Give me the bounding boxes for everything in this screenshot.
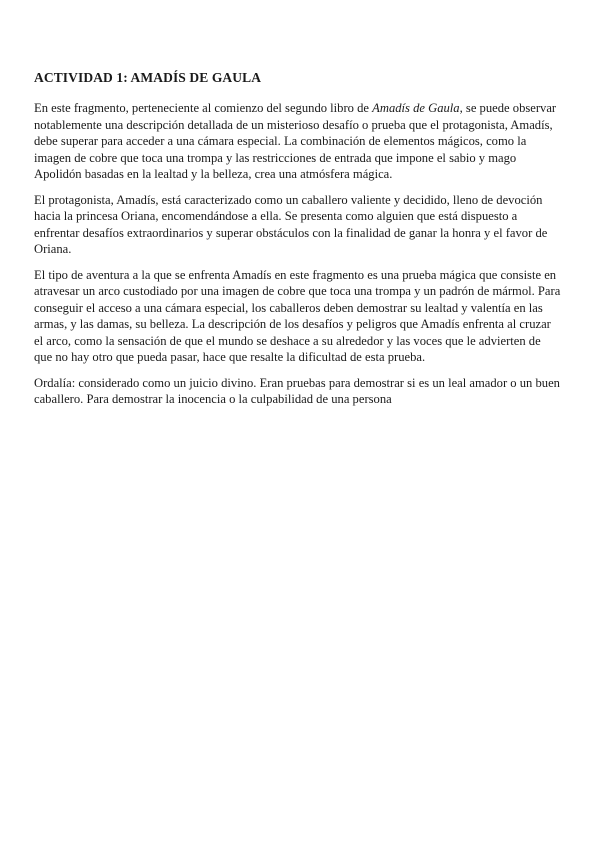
book-title-italic: Amadís de Gaula, xyxy=(372,101,463,115)
paragraph-intro-text-end: se puede observar notablemente una descripción detallada de un misterioso desafío o prueba que el protagonista, Amadís, debe superar para acceder a una cámara especial. La combinación de elementos mágicos, como la imagen de cobre que toca una trompa y las restricciones de entrada que impone el sabio y mago Apolidón basadas en la lealtad y la belleza, crea una atmósfera mágica. xyxy=(34,101,557,181)
document-page xyxy=(34,70,562,417)
paragraph-protagonist: El protagonista, Amadís, está caracterizado como un caballero valiente y decidido, lleno de devoción hacia la princesa Oriana, encomendándose a ella. Se presenta como alguien que está dispuesto a enfrentar desafíos extraordinarios y superar obstáculos con la finalidad de ganar la honra y el favor de Oriana. xyxy=(34,192,548,256)
paragraph-intro xyxy=(34,100,562,183)
paragraph-ordalia: Ordalía: considerado como un juicio divino. Eran pruebas para demostrar si es un leal amador o un buen caballero. Para demostrar la inocencia o la culpabilidad de una persona xyxy=(34,375,560,406)
paragraph-intro-text-start: En este fragmento, perteneciente al comienzo del segundo libro de xyxy=(34,101,373,115)
paragraph-adventure: El tipo de aventura a la que se enfrenta Amadís en este fragmento es una prueba mágica que consiste en atravesar un arco custodiado por una imagen de cobre que toca una trompa y un padrón de mármol. Para conseguir el acceso a una cámara especial, los caballeros deben demostrar su lealtad y valentía en las armas, y las damas, su belleza. La descripción de los desafíos y peligros que Amadís enfrenta al cruzar el arco, como la sensación de que el mundo se deshace a su alrededor y las voces que le advierten de que no hay otro que pueda pasar, hace que resalte la dificultad de esta prueba. xyxy=(34,267,561,364)
document-title: ACTIVIDAD 1: AMADÍS DE GAULA xyxy=(34,70,262,85)
